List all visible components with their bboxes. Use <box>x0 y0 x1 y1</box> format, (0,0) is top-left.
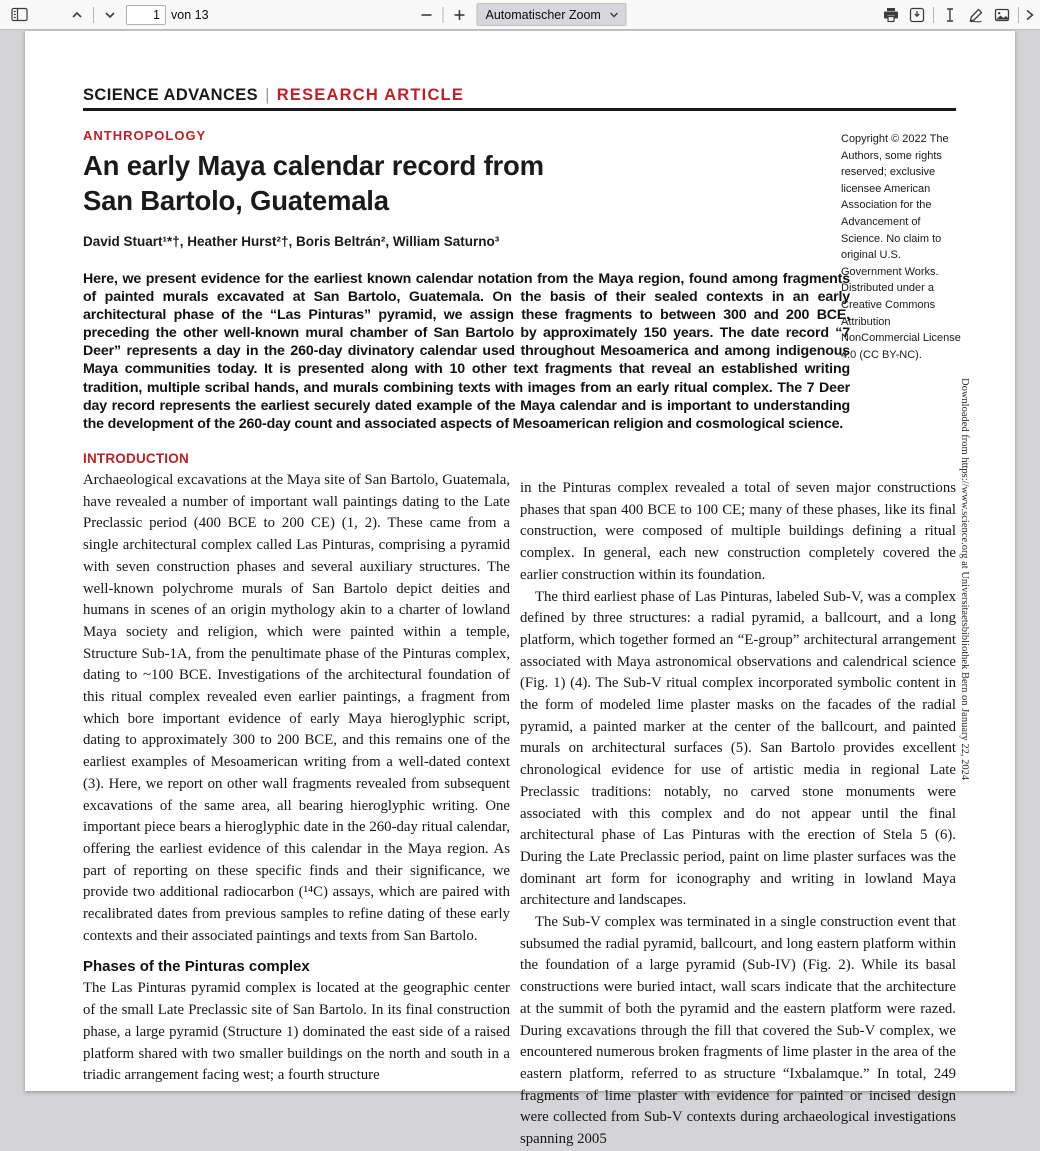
journal-name: SCIENCE ADVANCES <box>83 86 259 104</box>
page-number-input[interactable] <box>126 5 166 25</box>
print-button[interactable] <box>878 2 904 28</box>
article-title-line1: An early Maya calendar record from <box>83 150 544 181</box>
image-icon <box>994 7 1010 23</box>
chevron-down-icon <box>609 9 620 20</box>
masthead-divider: | <box>265 86 270 104</box>
toolbar-separator <box>93 7 94 23</box>
chevron-down-icon <box>103 8 117 22</box>
phases-paragraph: The Las Pinturas pyramid complex is located at the geographic center of the small Late Preclassic site of San Bartolo. In its final construction phase, a large pyramid (Structure 1) dominated the east side of a raised platform shared with two smaller buildings on the north and south in a triadic arrangement facing west; a fourth structure <box>83 980 510 1084</box>
zoom-level-value: Automatischer Zoom <box>485 7 601 22</box>
toolbar-separator <box>1018 7 1019 23</box>
more-tools-button[interactable] <box>1022 2 1038 28</box>
journal-masthead <box>83 86 464 105</box>
body-column-right <box>520 451 956 1151</box>
previous-page-button[interactable] <box>64 2 90 28</box>
page-count-label: von 13 <box>171 7 209 22</box>
pencil-icon <box>968 7 984 23</box>
article-title <box>83 148 544 218</box>
zoom-level-dropdown[interactable] <box>477 3 627 26</box>
introduction-heading: INTRODUCTION <box>83 451 189 466</box>
article-type-label: RESEARCH ARTICLE <box>276 86 465 104</box>
text-cursor-icon <box>943 7 957 23</box>
abstract-text: Here, we present evidence for the earliest known calendar notation from the Maya region, found among fragments of painted murals excavated at San Bartolo, Guatemala. On the basis of their sealed contexts in an early architectural phase of the “Las Pinturas” pyramid, we assign these fragments to between 300 and 200 BCE, preceding the other well-known mural chamber of San Bartolo by approximately 150 years. The date record “7 Deer” represents a day in the 260-day divinatory calendar used throughout Mesoamerica and among indigenous Maya communities today. It is presented along with 10 other text fragments that reveal an established writing tradition, multiple scribal hands, and murals combining texts with images from an early ritual complex. The 7 Deer day record represents the earliest securely dated example of the Maya calendar and is important to understanding the development of the 260-day count and associated aspects of Mesoamerican religion and cosmological science. <box>83 271 850 432</box>
masthead-rule <box>83 108 956 111</box>
zoom-in-button[interactable] <box>447 2 473 28</box>
phases-subheading: Phases of the Pinturas complex <box>83 958 310 976</box>
zoom-out-button[interactable] <box>414 2 440 28</box>
chevron-right-icon <box>1024 8 1036 22</box>
download-icon <box>909 7 925 23</box>
text-selection-button[interactable] <box>937 2 963 28</box>
sidebar-toggle-icon <box>11 7 28 22</box>
save-button[interactable] <box>904 2 930 28</box>
toolbar-separator <box>933 7 934 23</box>
download-provenance-sidenote: Downloaded from https://www.science.org at Universitaetsbibliothek Bern on January 22, 2024 <box>959 378 970 781</box>
pdf-page-1 <box>25 31 1015 1148</box>
chevron-up-icon <box>70 8 84 22</box>
pdf-toolbar <box>0 0 1040 30</box>
image-tool-button[interactable] <box>989 2 1015 28</box>
subject-section-label: ANTHROPOLOGY <box>83 128 207 143</box>
copyright-notice: Copyright © 2022 The Authors, some rights reserved; exclusive licensee American Association for the Advancement of Science. No claim to original U.S. Government Works. Distributed under a Creative Commons Attribution NonCommercial License 4.0 (CC BY-NC). <box>841 133 961 361</box>
column2-paragraph-1: in the Pinturas complex revealed a total of seven major constructions phases that span 400 BCE to 100 CE; many of these phases, like its final construction, were composed of multiple buildings defining a ritual complex. In general, each new construction completely covered the earlier construction within its foundation. <box>520 480 956 583</box>
column2-paragraph-2: The third earliest phase of Las Pinturas, labeled Sub-V, was a complex defined by three structures: a radial pyramid, a ballcourt, and a long platform, which together formed an “E-group” architectural arrangement associated with Maya astronomical observations and calendrical science (Fig. 1) (4). The Sub-V ritual complex incorporated symbolic content in the form of modeled lime plaster masks on the facades of the radial pyramid, a painted marker at the center of the ballcourt, and painted murals on architectural surfaces (5). San Bartolo provides excellent chronological evidence for use of artistic media in regional Late Preclassic traditions: notably, no carved stone monuments were associated with this complex and do not appear until the final architectural phase of Las Pinturas with the erection of Stela 5 (6). During the Late Preclassic period, paint on lime plaster surfaces was the dominant art form for iconography and writing in lowland Maya architecture and landscapes. <box>520 588 956 909</box>
plus-icon <box>453 8 467 22</box>
introduction-paragraph: Archaeological excavations at the Maya site of San Bartolo, Guatemala, have revealed a number of important wall paintings dating to the Late Preclassic period (400 BCE to 200 CE) (1, 2). These came from a single architectural complex called Las Pinturas, comprising a pyramid with seven construction phases and several auxiliary structures. The well-known polychrome murals of San Bartolo depict deities and humans in scenes of an origin mythology akin to a charter of lowland Maya society and religion, which were painted within a temple, Structure Sub-1A, from the penultimate phase of the Pinturas complex, dating to ~100 BCE. Investigations of the architectural foundation of this ritual complex revealed even earlier paintings, a fragment from which bore important evidence of early Maya hieroglyphic script, dating to approximately 300 to 200 BCE, and this remains one of the earliest examples of Mesoamerican writing from a well-dated context (3). Here, we report on other wall fragments revealed from subsequent excavations of the same area, all bearing hieroglyphic writing. One important piece bears a hieroglyphic date in the 260-day ritual calendar, offering the earliest evidence of this calendar in the Maya region. As part of reporting on these specific finds and their significance, we provide two additional radiocarbon (¹⁴C) assays, which are paired with recalibrated dates from previous samples to refine dating of these early contexts and their associated paintings and texts from San Bartolo. <box>83 472 510 944</box>
article-title-line2: San Bartolo, Guatemala <box>83 185 389 216</box>
minus-icon <box>420 8 434 22</box>
body-column-left <box>83 451 510 1087</box>
next-page-button[interactable] <box>97 2 123 28</box>
sidebar-toggle-button[interactable] <box>6 2 32 28</box>
column2-paragraph-3: The Sub-V complex was terminated in a single construction event that subsumed the radial pyramid, ballcourt, and long eastern platform within the foundation of a large pyramid (Sub-IV) (Fig. 2). While its basal constructions were buried intact, wall scars indicate that the architecture at the summit of both the pyramid and the eastern platform were razed. During excavations through the fill that covered the Sub-V complex, we encountered numerous broken fragments of lime plaster in the area of the eastern platform, referred to as structure “Ixbalamque.” In total, 249 fragments of lime plaster with evidence for painted or incised design were collected from Sub-V contexts during archaeological investigations spanning 2005 <box>520 914 956 1148</box>
draw-button[interactable] <box>963 2 989 28</box>
author-list: David Stuart¹*†, Heather Hurst²†, Boris Beltrán², William Saturno³ <box>83 234 500 249</box>
toolbar-separator <box>443 7 444 23</box>
printer-icon <box>883 7 899 23</box>
